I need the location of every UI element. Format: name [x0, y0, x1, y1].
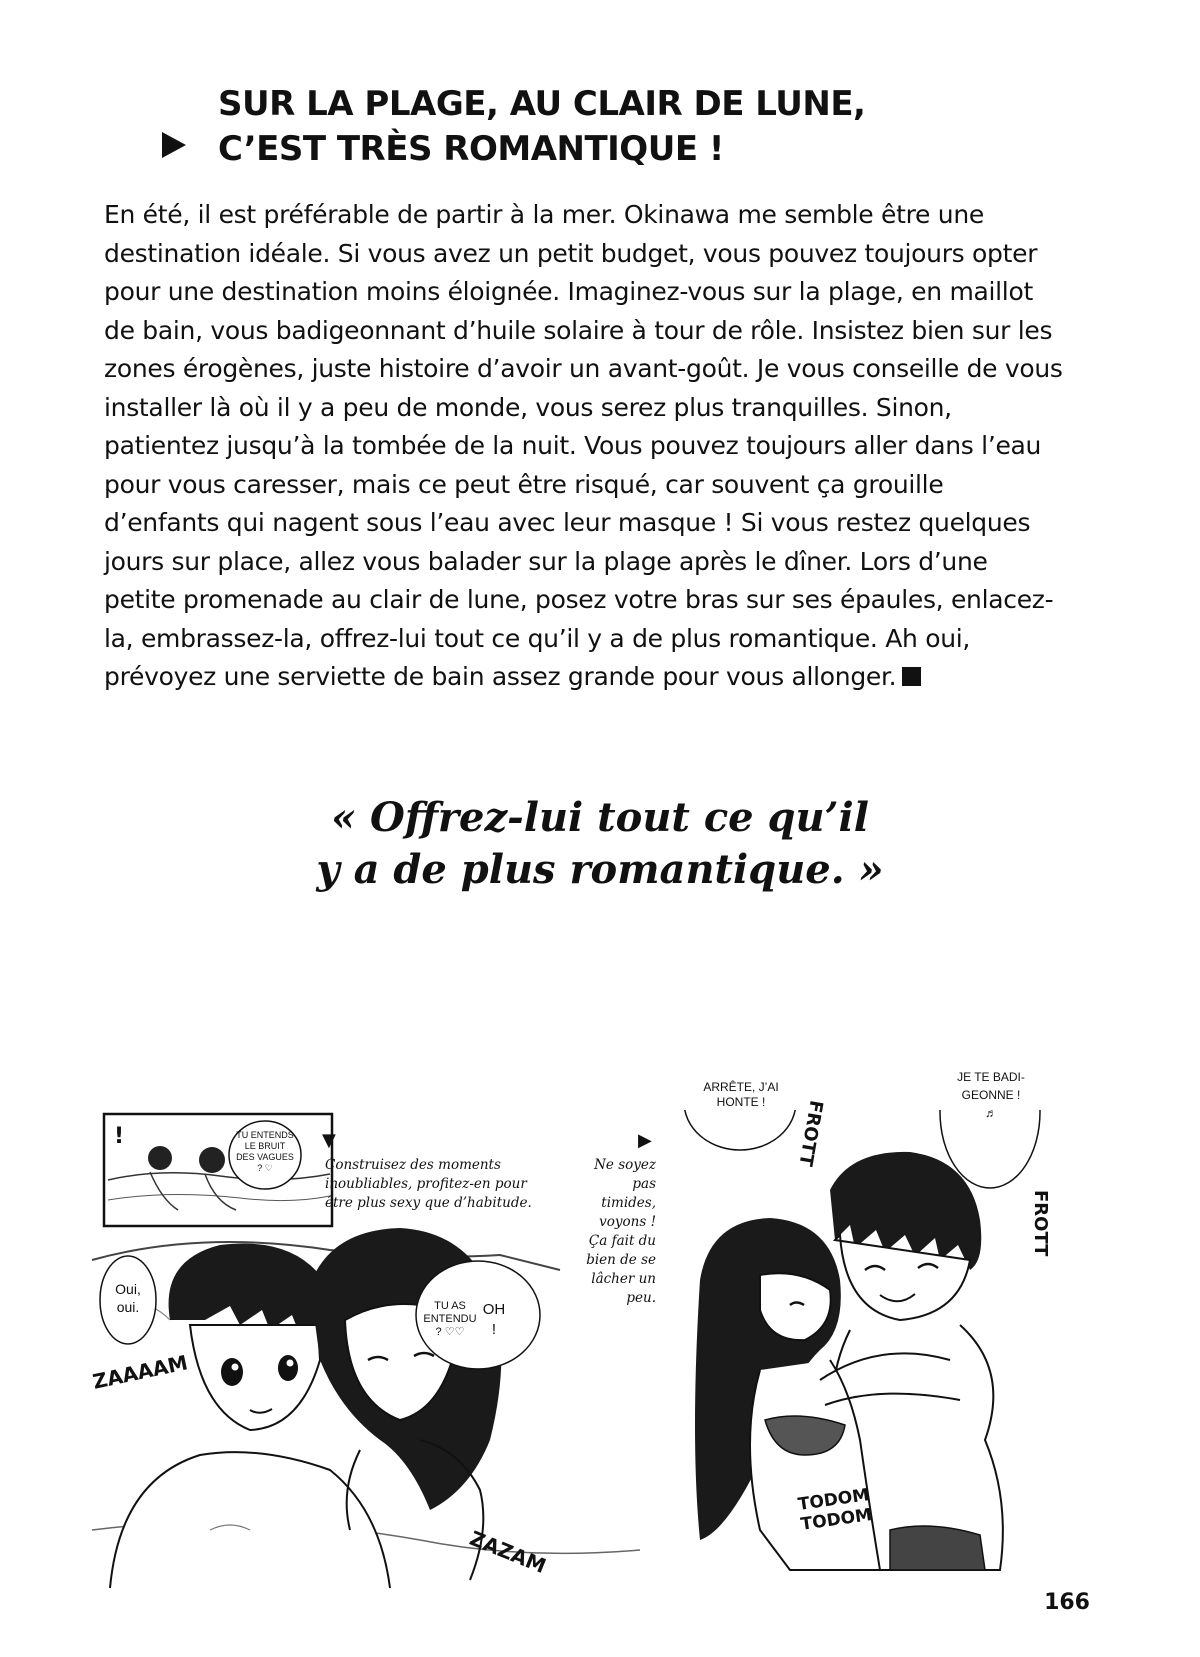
- section-heading: [162, 82, 1062, 172]
- pull-quote-line-1: « Offrez-lui tout ce qu’il: [331, 794, 869, 841]
- heading-line-2: C’EST TRÈS ROMANTIQUE !: [218, 129, 724, 169]
- sfx-frott-1: FROTT: [794, 1098, 827, 1168]
- body-text: En été, il est préférable de partir à la mer. Okinawa me semble être une destination idéale. Si vous avez un petit budget, vous pouvez toujours opter pour une destination moins éloignée. Imaginez-vous sur la plage, en maillot de bain, vous badigeonnant d’huile solaire à tour de rôle. Insistez bien sur les zones érogènes, juste histoire d’avoir un avant-goût. Je vous conseille de vous installer là où il y a peu de monde, vous serez plus tranquilles. Sinon, patientez jusqu’à la tombée de la nuit. Vous pouvez toujours aller dans l’eau pour vous caresser, mais ce peut être risqué, car souvent ça grouille d’enfants qui nagent sous l’eau avec leur masque ! Si vous restez quelques jours sur place, allez vous balader sur la plage après le dîner. Lors d’une petite promenade au clair de lune, posez votre bras sur ses épaules, enlacez-la, embrassez-la, offrez-lui tout ce qu’il y a de plus romantique. Ah oui, prévoyez une serviette de bain assez grande pour vous allonger.: [104, 200, 1063, 691]
- bubble-oui-text: Oui, oui.: [115, 1281, 141, 1315]
- heading-line-1: SUR LA PLAGE, AU CLAIR DE LUNE,: [218, 84, 866, 124]
- heading-arrow-icon: [162, 132, 186, 158]
- caption-arrow-right-icon: ▶: [638, 1130, 652, 1151]
- manga-illustration: [0, 1070, 1200, 1590]
- bubble-entendu-text: TU AS ENTENDU ? ♡♡: [423, 1300, 477, 1338]
- sfx-zazam: ZAZAM: [466, 1525, 550, 1579]
- caption-right: Ne soyez pas timides, voyons ! Ça fait du bien de se lâcher un peu.: [586, 1157, 656, 1306]
- pull-quote: [0, 792, 1200, 896]
- caption-left: Construisez des moments inoubliables, profitez-en pour être plus sexy que d’habitude.: [325, 1157, 532, 1211]
- sfx-frott-2: FROTT: [1030, 1190, 1051, 1257]
- bubble-oh-text: OH !: [482, 1301, 506, 1338]
- sfx-zaaaam: ZAAAAM: [90, 1350, 190, 1394]
- bubble-arrete-shape: [684, 1110, 796, 1150]
- sfx-todom: TODOM TODOM: [796, 1485, 874, 1535]
- bubble-badigeonne-text: JE TE BADI- GEONNE ! ♬: [957, 1070, 1025, 1120]
- exclaim-mark: !: [114, 1124, 125, 1149]
- bubble-small-text: TU ENTENDS LE BRUIT DES VAGUES ? ♡: [236, 1130, 294, 1173]
- page-number: 166: [1044, 1590, 1090, 1615]
- end-square-icon: [902, 667, 921, 686]
- bubble-arrete-text: ARRÊTE, J’AI HONTE !: [703, 1080, 779, 1109]
- caption-arrow-down-icon: ▼: [322, 1130, 336, 1151]
- body-paragraph: [104, 196, 1064, 697]
- pull-quote-line-2: y a de plus romantique. »: [316, 846, 884, 893]
